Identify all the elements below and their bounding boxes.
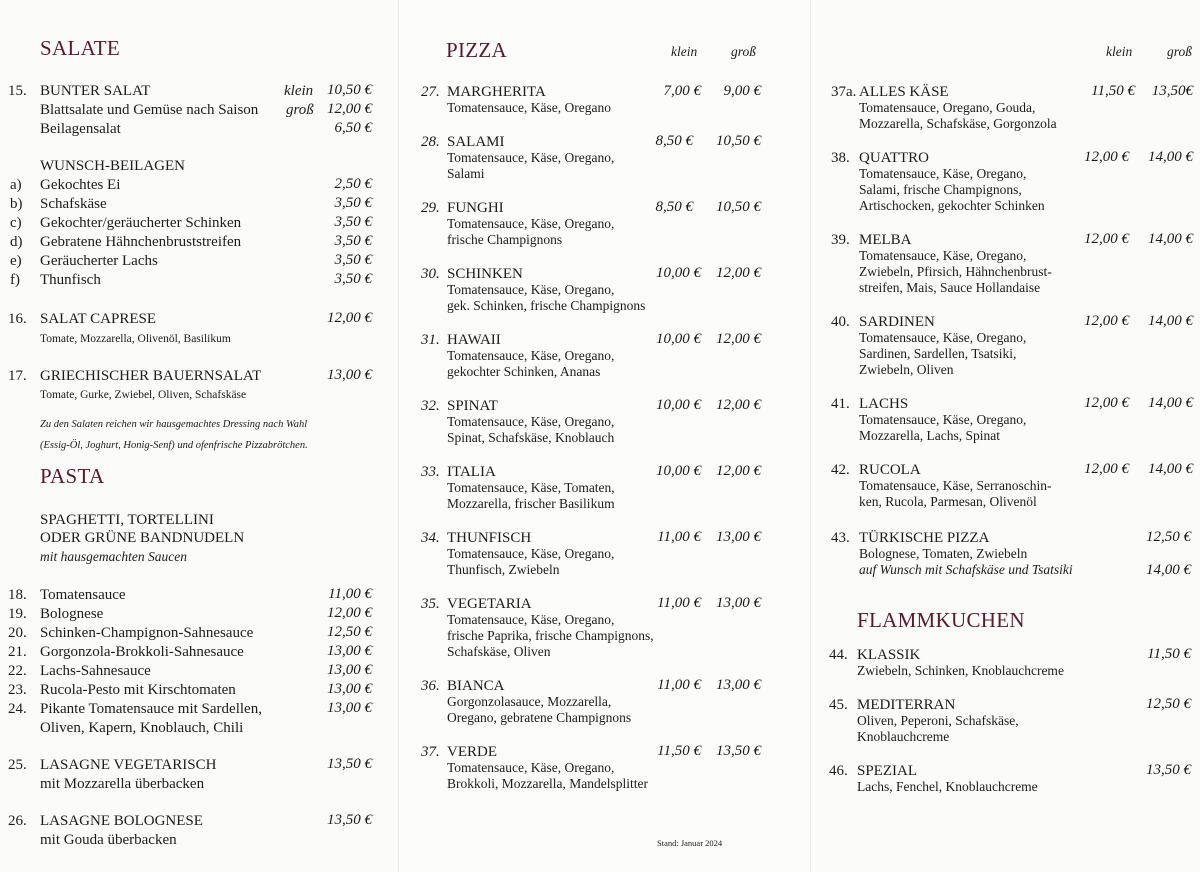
item-description: Blattsalate und Gemüse nach Saison [40,102,259,118]
price-klein: 11,50 € [657,743,701,759]
item-name: SARDINEN [859,314,935,330]
item-number: 18. [8,587,27,603]
list-item [0,176,398,195]
menu-item [811,461,1200,527]
item-description: ken, Rucola, Parmesan, Olivenöl [859,494,1037,509]
item-description: Zwiebeln, Schinken, Knoblauchcreme [857,663,1064,678]
item-price: 10,50 € [327,82,372,98]
item-price: 12,00 € [327,605,372,621]
item-name: SALAMI [447,134,505,150]
item-description: Zwiebeln, Pfirsich, Hähnchenbrust- [859,264,1052,279]
item-number: 42. [831,462,850,478]
item-description: Tomate, Gurke, Zwiebel, Oliven, Schafskäse [40,389,247,401]
item-description: Gorgonzolasauce, Mozzarella, [447,694,612,709]
size-label: groß [286,102,314,118]
item-description: Tomatensauce, Käse, Oregano, [447,282,615,297]
item-number: 36. [421,678,440,694]
item-name: LASAGNE VEGETARISCH [40,757,217,773]
item-price: 3,50 € [334,233,372,249]
item-name: LASAGNE BOLOGNESE [40,813,203,829]
item-number: 31. [421,332,440,348]
list-item [0,700,398,738]
salate-heading: SALATE [40,36,120,60]
item-name: TÜRKISCHE PIZZA [859,530,990,546]
item-number: 43. [831,530,850,546]
menu-item [399,595,811,677]
item-description: Thunfisch, Zwiebeln [447,562,560,577]
item-name: MEDITERRAN [857,697,956,713]
price-klein: 7,00 € [663,83,701,99]
item-number: 28. [421,134,440,150]
item-number: 46. [829,763,848,779]
menu-item [399,397,811,463]
item-price: 13,50 € [1146,762,1191,778]
price-gross: 12,00 € [716,265,761,281]
item-name: RUCOLA [859,462,921,478]
item-name: SPEZIAL [857,763,917,779]
item-name: QUATTRO [859,150,929,166]
item-price: 12,50 € [1146,529,1191,545]
price-gross: 10,50 € [716,133,761,149]
list-item [0,624,398,643]
item-description: gek. Schinken, frische Champignons [447,298,646,313]
item-number: 21. [8,644,27,660]
item-description: Bolognese, Tomaten, Zwiebeln [859,546,1028,561]
item-price: 2,50 € [334,176,372,192]
price-klein: 10,00 € [656,331,701,347]
item-number: 30. [421,266,440,282]
price-gross: 10,50 € [716,199,761,215]
pizza-column [398,0,811,872]
pasta-subheading: SPAGHETTI, TORTELLINI [40,512,214,528]
price-klein: 10,00 € [656,265,701,281]
item-option: auf Wunsch mit Schafskäse und Tsatsiki [859,562,1073,577]
menu-item [399,133,811,199]
item-name: HAWAII [447,332,501,348]
menu-item [399,331,811,397]
item-name: Bolognese [40,606,104,622]
item-description: Tomate, Mozzarella, Olivenöl, Basilikum [40,333,231,345]
item-description: Oregano, gebratene Champignons [447,710,632,725]
item-description: Sardinen, Sardellen, Tsatsiki, [859,346,1017,361]
menu-item [399,463,811,529]
item-number: 39. [831,232,850,248]
item-number: 37. [421,744,440,760]
item-letter: c) [10,215,22,231]
item-number: 25. [8,757,27,773]
item-name: SALAT CAPRESE [40,311,157,327]
item-description: Tomatensauce, Käse, Oregano, [447,150,615,165]
menu-item [399,83,811,133]
item-description: Brokkoli, Mozzarella, Mandelsplitter [447,776,648,791]
item-description: Tomatensauce, Käse, Oregano, [447,348,615,363]
menu-item [399,199,811,265]
pizza-list [399,83,811,809]
menu-item [811,231,1200,313]
price-klein: 11,00 € [657,595,701,611]
item-description: frische Champignons [447,232,563,247]
item-description: Tomatensauce, Käse, Serranoschin- [859,478,1052,493]
item-name: Gekochter/geräucherter Schinken [40,215,242,231]
salate-pasta-column [0,0,398,872]
item-description: Salami, frische Champignons, [859,182,1022,197]
item-number: 16. [8,311,27,327]
menu-item [811,149,1200,231]
price-gross: 12,00 € [716,463,761,479]
item-description: Schafskäse, Oliven [447,644,551,659]
item-name: KLASSIK [857,647,921,663]
price-klein: 10,00 € [656,397,701,413]
flammkuchen-heading: FLAMMKUCHEN [857,608,1025,632]
item-letter: b) [10,196,23,212]
item-number: 44. [829,647,848,663]
price-klein: 8,50 € [655,133,693,149]
item-price: 12,50 € [327,624,372,640]
item-number: 35. [421,596,440,612]
wunsch-beilagen-heading: WUNSCH-BEILAGEN [40,158,185,174]
item-number: 15. [8,83,27,99]
price-klein: 12,00 € [1084,313,1129,329]
item-description: Zwiebeln, Oliven [859,362,954,377]
item-description: mit Gouda überbacken [40,832,177,848]
item-description: Tomatensauce, Käse, Tomaten, [447,480,615,495]
menu-item [399,677,811,743]
item-name: Schafskäse [40,196,107,212]
flammkuchen-list [811,646,1200,812]
item-price: 3,50 € [334,252,372,268]
item-description: Mozzarella, Schafskäse, Gorgonzola [859,116,1057,131]
pasta-list [0,586,398,738]
item-price: 13,00 € [327,700,372,716]
beilagen-list [0,176,398,290]
price-gross: 14,00 € [1148,461,1193,477]
item-name: Lachs-Sahnesauce [40,663,151,679]
item-number: 32. [421,398,440,414]
item-name: VEGETARIA [447,596,532,612]
item-description: Tomatensauce, Käse, Oregano, [447,760,615,775]
menu-item [811,696,1200,762]
item-price: 12,00 € [327,101,372,117]
item-description: Tomatensauce, Käse, Oregano, [447,612,615,627]
item-price: 11,50 € [1147,646,1191,662]
menu-item [811,83,1200,149]
size-header-klein: klein [671,44,698,59]
pasta-subheading: ODER GRÜNE BANDNUDELN [40,530,245,546]
item-name: BIANCA [447,678,505,694]
menu-item [399,529,811,595]
item-number: 17. [8,368,27,384]
item-description: Mozzarella, Lachs, Spinat [859,428,1000,443]
price-gross: 14,00 € [1148,395,1193,411]
item-description: Tomatensauce, Oregano, Gouda, [859,100,1036,115]
list-item [0,271,398,290]
dressing-note: Zu den Salaten reichen wir hausgemachtes Dressing nach Wahl [40,419,308,430]
item-description: Tomatensauce, Käse, Oregano, [859,248,1027,263]
item-description: Tomatensauce, Käse, Oregano, [859,412,1027,427]
pasta-note: mit hausgemachten Saucen [40,549,187,564]
price-gross: 9,00 € [723,83,761,99]
item-number: 27. [421,84,440,100]
item-price: 13,50 € [327,756,372,772]
price-klein: 11,00 € [657,529,701,545]
item-description: Lachs, Fenchel, Knoblauchcreme [857,779,1038,794]
item-description: Tomatensauce, Käse, Oregano, [447,414,615,429]
item-name: Rucola-Pesto mit Kirschtomaten [40,682,236,698]
item-name: Tomatensauce [40,587,126,603]
item-name: Thunfisch [40,272,101,288]
item-number: 41. [831,396,850,412]
item-description: Tomatensauce, Käse, Oregano, [859,166,1027,181]
pizza-heading: PIZZA [446,38,507,62]
item-description: Salami [447,166,485,181]
menu-item [811,395,1200,461]
item-letter: e) [10,253,22,269]
price-gross: 14,00 € [1148,231,1193,247]
item-description: gekochter Schinken, Ananas [447,364,601,379]
pasta-heading: PASTA [40,464,105,488]
item-number: 19. [8,606,27,622]
price-gross: 12,00 € [716,397,761,413]
item-number: 38. [831,150,850,166]
item-description: streifen, Mais, Sauce Hollandaise [859,280,1041,295]
item-description: Tomatensauce, Käse, Oregano, [447,216,615,231]
price-klein: 11,00 € [657,677,701,693]
item-price: 3,50 € [334,195,372,211]
price-gross: 13,00 € [716,595,761,611]
item-number: 45. [829,697,848,713]
price-klein: 12,00 € [1084,395,1129,411]
item-name-continued: Oliven, Kapern, Knoblauch, Chili [40,720,244,736]
item-description: Artischocken, gekochter Schinken [859,198,1045,213]
item-number: 33. [421,464,440,480]
menu-item [811,313,1200,395]
list-item [0,662,398,681]
item-price: 3,50 € [334,271,372,287]
item-name: Gekochtes Ei [40,177,121,193]
item-name: MELBA [859,232,912,248]
item-letter: f) [10,272,20,288]
item-name: Beilagensalat [40,121,121,137]
size-header-gross: groß [1167,44,1193,59]
item-name: SPINAT [447,398,498,414]
menu-item [811,646,1200,696]
item-name: MARGHERITA [447,84,546,100]
item-price: 13,00 € [327,662,372,678]
list-item [0,681,398,700]
price-gross: 13,00 € [716,529,761,545]
item-name: Gebratene Hähnchenbruststreifen [40,234,242,250]
list-item [0,233,398,252]
item-number: 26. [8,813,27,829]
item-price: 13,00 € [327,681,372,697]
price-gross: 14,00 € [1148,149,1193,165]
item-description: Oliven, Peperoni, Schafskäse, [857,713,1019,728]
size-label: klein [284,83,314,99]
item-letter: d) [10,234,23,250]
item-number: 24. [8,701,27,717]
item-name: THUNFISCH [447,530,532,546]
item-description: Spinat, Schafskäse, Knoblauch [447,430,615,445]
item-name: Gorgonzola-Brokkoli-Sahnesauce [40,644,244,660]
item-name: ITALIA [447,464,496,480]
list-item [0,195,398,214]
price-gross: 13,50€ [1151,83,1193,99]
item-description: Tomatensauce, Käse, Oregano, [859,330,1027,345]
item-number: 20. [8,625,27,641]
item-name: SCHINKEN [447,266,523,282]
price-klein: 12,00 € [1084,461,1129,477]
item-number: 40. [831,314,850,330]
size-header-klein: klein [1106,44,1133,59]
size-header-gross: groß [731,44,757,59]
list-item [0,643,398,662]
dressing-note: (Essig-Öl, Joghurt, Honig-Senf) und ofenfrische Pizzabrötchen. [40,440,308,451]
item-description: Tomatensauce, Käse, Oregano, [447,546,615,561]
item-description: Knoblauchcreme [857,729,950,744]
menu-item [399,743,811,809]
item-price: 3,50 € [334,214,372,230]
list-item [0,214,398,233]
item-number: 34. [421,530,440,546]
item-name: Schinken-Champignon-Sahnesauce [40,625,254,641]
item-price: 12,00 € [327,310,372,326]
item-name: Pikante Tomatensauce mit Sardellen, [40,701,262,717]
item-description: Tomatensauce, Käse, Oregano [447,100,611,115]
menu-item [399,265,811,331]
item-number: 29. [421,200,440,216]
item-name: ALLES KÄSE [859,84,949,100]
stand-date: Stand: Januar 2024 [657,838,723,848]
pizza-flammkuchen-column [810,0,1200,872]
item-description: Mozzarella, frischer Basilikum [447,496,615,511]
item-name: BUNTER SALAT [40,83,151,99]
item-name: LACHS [859,396,909,412]
list-item [0,586,398,605]
price-klein: 12,00 € [1084,231,1129,247]
item-name: Geräucherter Lachs [40,253,158,269]
item-price: 12,50 € [1146,696,1191,712]
price-gross: 13,50 € [716,743,761,759]
price-klein: 10,00 € [656,463,701,479]
item-price: 13,00 € [327,643,372,659]
item-price: 11,00 € [328,586,372,602]
item-price: 13,00 € [327,367,372,383]
item-name: FUNGHI [447,200,504,216]
price-gross: 14,00 € [1148,313,1193,329]
price-klein: 8,50 € [655,199,693,215]
item-number: 23. [8,682,27,698]
item-number: 22. [8,663,27,679]
item-number: 37a. [831,84,857,100]
price-klein: 11,50 € [1091,83,1135,99]
list-item [0,605,398,624]
pizza-list-continued [811,83,1200,527]
menu-item [811,762,1200,812]
item-option-price: 14,00 € [1146,562,1191,578]
item-name: GRIECHISCHER BAUERNSALAT [40,368,262,384]
item-description: frische Paprika, frische Champignons, [447,628,654,643]
price-gross: 13,00 € [716,677,761,693]
item-price: 13,50 € [327,812,372,828]
item-name: VERDE [447,744,497,760]
item-price: 6,50 € [334,120,372,136]
item-letter: a) [10,177,22,193]
price-klein: 12,00 € [1084,149,1129,165]
price-gross: 12,00 € [716,331,761,347]
item-description: mit Mozzarella überbacken [40,776,205,792]
list-item [0,252,398,271]
